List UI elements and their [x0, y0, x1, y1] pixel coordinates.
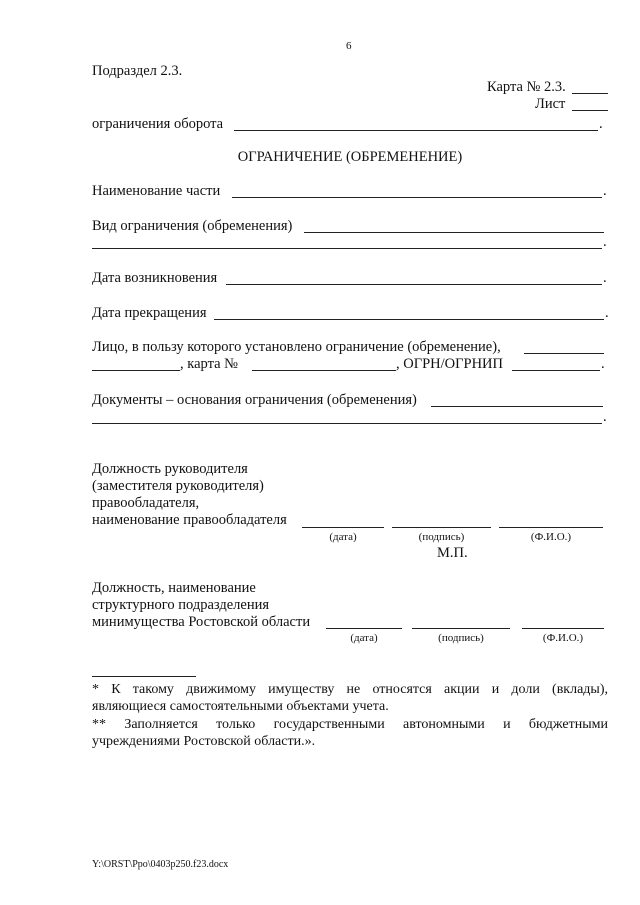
holder-position-line-3: правообладателя, — [92, 495, 200, 511]
end-date-period: . — [605, 305, 609, 321]
sheet-number-line — [572, 110, 608, 111]
card-number-label: Карта № 2.3. — [487, 79, 566, 95]
part-name-period: . — [603, 183, 607, 199]
documents-label: Документы – основания ограничения (обременения) — [92, 392, 417, 408]
documents-line-2 — [92, 423, 602, 424]
holder-fio-caption: (Ф.И.О.) — [530, 531, 572, 543]
card-no-label: , карта № — [180, 356, 238, 372]
ministry-position-line-3: минимущества Ростовской области — [92, 614, 311, 630]
card-no-line — [252, 370, 396, 371]
ogrn-line — [512, 370, 600, 371]
ogrn-label: , ОГРН/ОГРНИП — [396, 356, 504, 372]
document-path: Y:\ORST\Ppo\0403p250.f23.docx — [92, 859, 229, 870]
ministry-position-line-1: Должность, наименование — [92, 580, 256, 596]
page-number: 6 — [346, 40, 352, 52]
beneficiary-line-2 — [92, 370, 180, 371]
section-title: ОГРАНИЧЕНИЕ (ОБРЕМЕНЕНИЕ) — [237, 149, 463, 165]
holder-position-line-4: наименование правообладателя — [92, 512, 287, 528]
ministry-signature-line — [412, 628, 510, 629]
restriction-type-period: . — [603, 234, 607, 250]
holder-signature-line — [392, 527, 491, 528]
restriction-turnover-line — [234, 130, 598, 131]
stamp-label: М.П. — [437, 545, 468, 561]
footnote-1: * К такому движимому имуществу не относятся акции и доли (вклады), — [92, 682, 608, 697]
holder-position-line-2: (заместителя руководителя) — [92, 478, 264, 494]
card-number-line — [572, 93, 608, 94]
ministry-date-line — [326, 628, 402, 629]
holder-date-caption: (дата) — [329, 531, 357, 543]
end-date-label: Дата прекращения — [92, 305, 207, 321]
footnote-separator — [92, 676, 196, 677]
restriction-type-line — [304, 232, 604, 233]
footnote-2: ** Заполняется только государственными автономными и бюджетными — [92, 717, 608, 732]
restriction-type-label: Вид ограничения (обременения) — [92, 218, 293, 234]
restriction-turnover-label: ограничения оборота — [92, 116, 224, 132]
start-date-period: . — [603, 270, 607, 286]
ogrn-period: . — [601, 356, 605, 372]
sheet-label: Лист — [535, 96, 566, 112]
beneficiary-line — [524, 353, 604, 354]
documents-period: . — [603, 409, 607, 425]
part-name-line — [232, 197, 602, 198]
restriction-type-line-2 — [92, 248, 602, 249]
documents-line — [431, 406, 603, 407]
restriction-turnover-period: . — [599, 116, 603, 132]
footnote-2-cont: учреждениями Ростовской области.». — [92, 734, 316, 749]
ministry-fio-caption: (Ф.И.О.) — [542, 632, 584, 644]
holder-position-line-1: Должность руководителя — [92, 461, 248, 477]
holder-date-line — [302, 527, 384, 528]
holder-signature-caption: (подпись) — [418, 531, 465, 543]
start-date-line — [226, 284, 602, 285]
start-date-label: Дата возникновения — [92, 270, 218, 286]
end-date-line — [214, 319, 604, 320]
footnote-1-cont: являющиеся самостоятельными объектами учета. — [92, 699, 389, 714]
ministry-signature-caption: (подпись) — [438, 632, 484, 644]
ministry-fio-line — [522, 628, 604, 629]
subsection-label: Подраздел 2.3. — [92, 63, 183, 79]
ministry-date-caption: (дата) — [350, 632, 378, 644]
ministry-position-line-2: структурного подразделения — [92, 597, 270, 613]
beneficiary-label: Лицо, в пользу которого установлено ограничение (обременение), — [92, 339, 501, 355]
holder-fio-line — [499, 527, 603, 528]
part-name-label: Наименование части — [92, 183, 221, 199]
